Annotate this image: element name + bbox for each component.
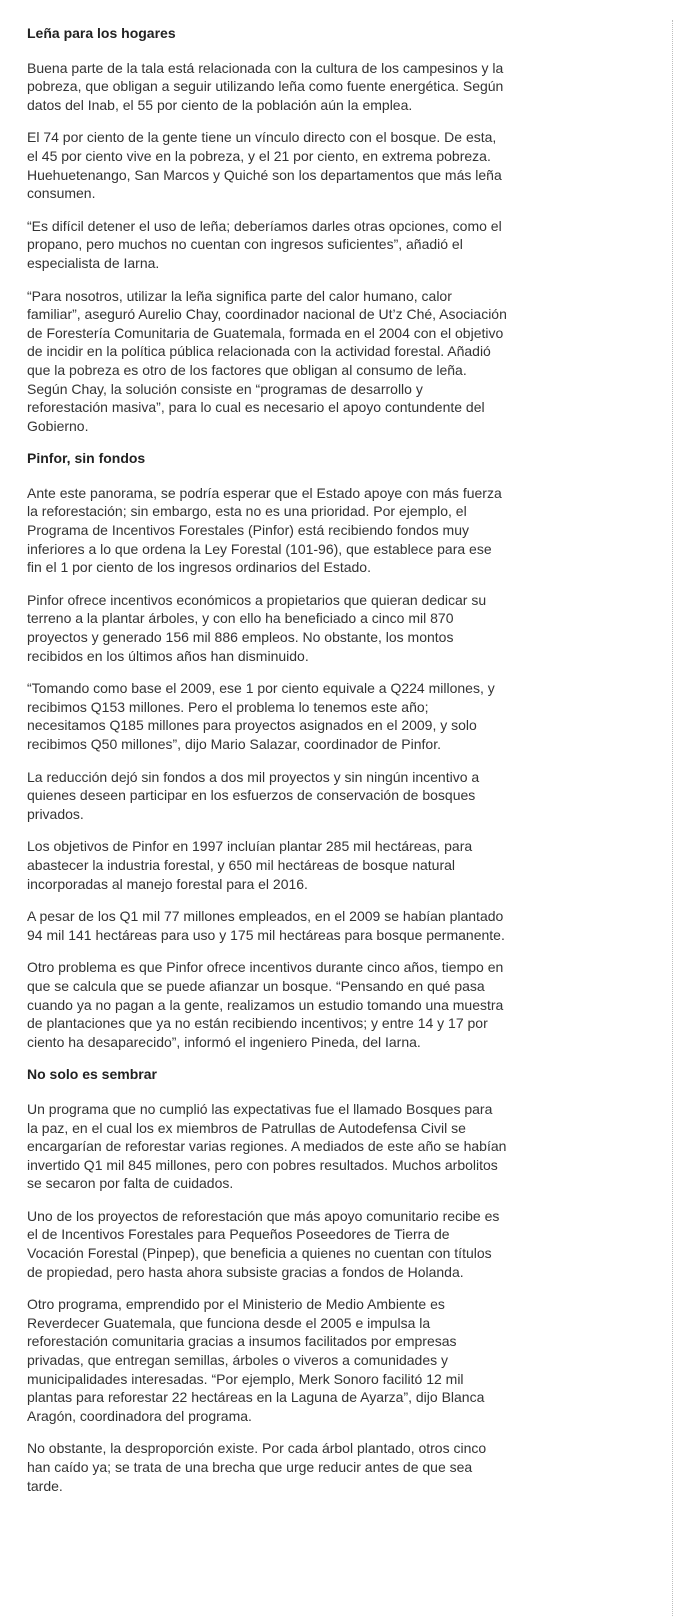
paragraph: “Para nosotros, utilizar la leña significa parte del calor humano, calor familiar”, aseguró Aurelio Chay, coordinador nacional de Ut’z Ché, Asociación de Forestería Comunitaria de Guatemala, formada en el 2004 con el objetivo de incidir en la política pública relacionada con la actividad forestal. Añadió que la pobreza es otro de los factores que obligan al consumo de leña. Según Chay, la solución consiste en “programas de desarrollo y reforestación masiva”, para lo cual es necesario el apoyo contundente del Gobierno. <box>27 287 507 434</box>
paragraph: A pesar de los Q1 mil 77 millones empleados, en el 2009 se habían plantado 94 mil 141 hectáreas para uso y 175 mil hectáreas para bosque permanente. <box>27 908 505 943</box>
paragraph: Un programa que no cumplió las expectativas fue el llamado Bosques para la paz, en el cual los ex miembros de Patrullas de Autodefensa Civil se encargarían de reforestar varias regiones. A mediados de este año se habían invertido Q1 mil 845 millones, pero con pobres resultados. Muchos arbolitos se secaron por falta de cuidados. <box>27 1100 507 1192</box>
section-heading-pinfor: Pinfor, sin fondos <box>27 450 146 467</box>
paragraph: Ante este panorama, se podría esperar que el Estado apoye con más fuerza la reforestación; sin embargo, esta no es una prioridad. Por ejemplo, el Programa de Incentivos Forestales (Pinfor) está recibiendo fondos muy inferiores a lo que ordena la Ley Forestal (101-96), que establece para ese fin el 1 por ciento de los ingresos ordinarios del Estado. <box>27 484 502 576</box>
article-body <box>27 20 507 1509</box>
paragraph: “Tomando como base el 2009, ese 1 por ciento equivale a Q224 millones, y recibimos Q153 millones. Pero el problema lo tenemos este año; necesitamos Q185 millones para proyectos asignados en el 2009, y solo recibimos Q50 millones”, dijo Mario Salazar, coordinador de Pinfor. <box>27 680 495 752</box>
paragraph: El 74 por ciento de la gente tiene un vínculo directo con el bosque. De esta, el 45 por ciento vive en la pobreza, y el 21 por ciento, en extrema pobreza. Huehuetenango, San Marcos y Quiché son los departamentos que más leña consumen. <box>27 129 502 202</box>
paragraph: No obstante, la desproporción existe. Por cada árbol plantado, otros cinco han caído ya; se trata de una brecha que urge reducir antes de que sea tarde. <box>27 1440 487 1494</box>
paragraph: Uno de los proyectos de reforestación que más apoyo comunitario recibe es el de Incentivos Forestales para Pequeños Poseedores de Tierra de Vocación Forestal (Pinpep), que beneficia a quienes no cuentan con títulos de propiedad, pero hasta ahora subsiste gracias a fondos de Holanda. <box>27 1207 500 1280</box>
column-divider <box>672 20 673 1616</box>
paragraph: “Es difícil detener el uso de leña; deberíamos darles otras opciones, como el propano, pero muchos no cuentan con ingresos suficientes”, añadió el especialista de Iarna. <box>27 217 502 271</box>
paragraph: Otro programa, emprendido por el Ministerio de Medio Ambiente es Reverdecer Guatemala, que funciona desde el 2005 e impulsa la reforestación comunitaria gracias a insumos facilitados por empresas privadas, que entregan semillas, árboles o viveros a comunidades y municipalidades interesadas. “Por ejemplo, Merk Sonoro facilitó 12 mil plantas para reforestar 22 hectáreas en la Laguna de Ayarza”, dijo Blanca Aragón, coordinadora del programa. <box>27 1296 485 1424</box>
paragraph: Buena parte de la tala está relacionada con la cultura de los campesinos y la pobreza, que obligan a seguir utilizando leña como fuente energética. Según datos del Inab, el 55 por ciento de la población aún la emplea. <box>27 59 504 113</box>
section-heading-lena: Leña para los hogares <box>27 25 176 41</box>
paragraph: Los objetivos de Pinfor en 1997 incluían plantar 285 mil hectáreas, para abastecer la industria forestal, y 650 mil hectáreas de bosque natural incorporadas al manejo forestal para el 2016. <box>27 838 473 892</box>
paragraph: La reducción dejó sin fondos a dos mil proyectos y sin ningún incentivo a quienes deseen participar en los esfuerzos de conservación de bosques privados. <box>27 768 480 822</box>
section-heading-sembrar: No solo es sembrar <box>27 1066 157 1083</box>
paragraph: Pinfor ofrece incentivos económicos a propietarios que quieran dedicar su terreno a la plantar árboles, y con ello ha beneficiado a cinco mil 870 proyectos y generado 156 mil 886 empleos. No obstante, los montos recibidos en los últimos años han disminuido. <box>27 591 487 664</box>
paragraph: Otro problema es que Pinfor ofrece incentivos durante cinco años, tiempo en que se calcula que se puede afianzar un bosque. “Pensando en qué pasa cuando ya no pagan a la gente, realizamos un estudio tomando una muestra de plantaciones que ya no están recibiendo incentivos; y entre 14 y 17 por ciento ha desaparecido”, informó el ingeniero Pineda, del Iarna. <box>27 959 504 1050</box>
